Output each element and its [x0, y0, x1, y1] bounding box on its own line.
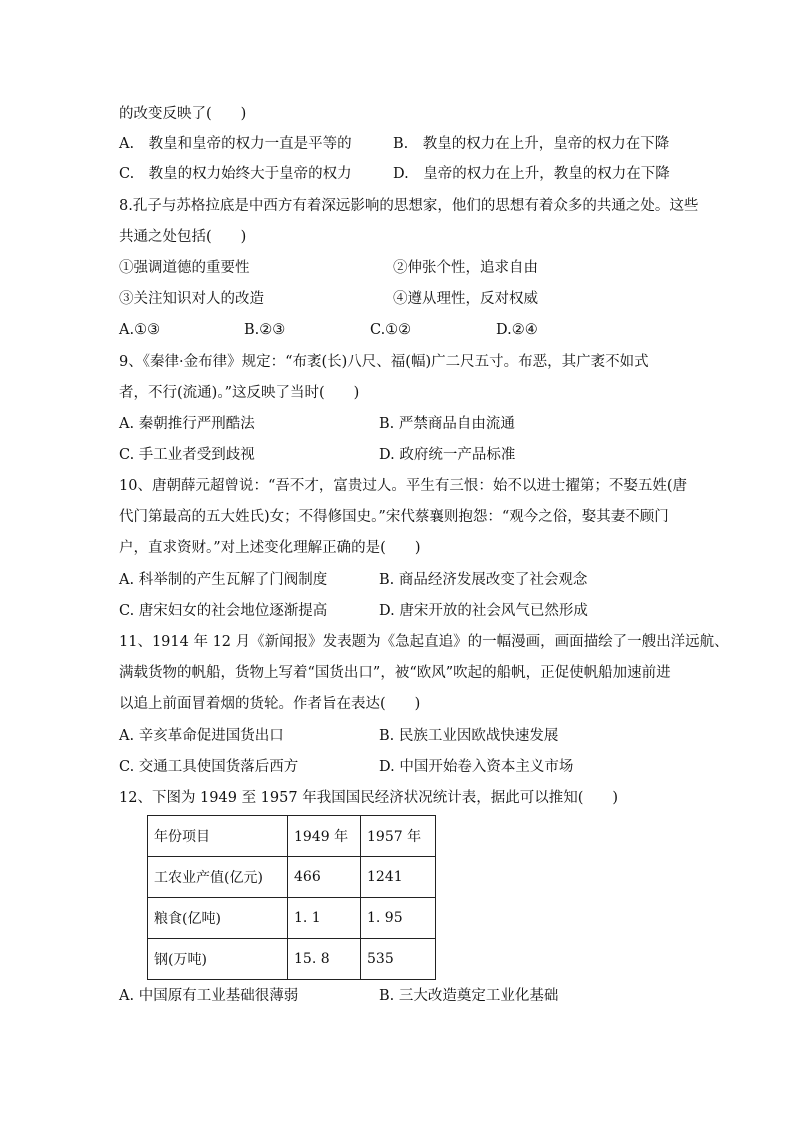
table-row [148, 939, 436, 980]
table-header-cell: 1957 年 [361, 816, 436, 857]
q11-option-b[interactable]: B. 民族工业因欧战快速发展 [379, 728, 559, 744]
q9-stem-line1: 9、《秦律·金布律》规定：“布袤(长)八尺、福(幅)广二尺五寸。布恶，其广袤不如式 [119, 354, 649, 370]
table-cell: 535 [361, 939, 436, 980]
q10-stem-line1: 10、唐朝薛元超曾说：“吾不才，富贵过人。平生有三恨：始不以进士擢第；不娶五姓(唐 [119, 478, 688, 494]
table-header-cell: 1949 年 [288, 816, 361, 857]
table-cell: 1. 95 [361, 898, 436, 939]
q11-stem-line3: 以追上前面冒着烟的货轮。作者旨在表达( ) [119, 696, 421, 712]
table-cell: 15. 8 [288, 939, 361, 980]
q10-option-d[interactable]: D. 唐宋开放的社会风气已然形成 [379, 603, 588, 619]
q8-item-2: ②伸张个性，追求自由 [393, 260, 538, 276]
q10-option-c[interactable]: C. 唐宋妇女的社会地位逐渐提高 [119, 603, 328, 619]
table-header-row [148, 816, 436, 857]
table-cell: 钢(万吨) [148, 939, 288, 980]
q8-option-b[interactable]: B.②③ [244, 322, 286, 338]
q11-option-c[interactable]: C. 交通工具使国货落后西方 [119, 759, 299, 775]
q9-option-b[interactable]: B. 严禁商品自由流通 [379, 416, 515, 432]
economy-stats-table [147, 815, 436, 980]
q8-option-a[interactable]: A.①③ [119, 322, 161, 338]
q11-option-a[interactable]: A. 辛亥革命促进国货出口 [119, 728, 284, 744]
q8-option-d[interactable]: D.②④ [496, 322, 538, 338]
table-row [148, 898, 436, 939]
table-cell: 1. 1 [288, 898, 361, 939]
q10-option-a[interactable]: A. 科举制的产生瓦解了门阀制度 [119, 572, 328, 588]
q7-option-c[interactable]: C. 教皇的权力始终大于皇帝的权力 [119, 166, 352, 182]
table-header-cell: 年份项目 [148, 816, 288, 857]
q11-stem-line2: 满载货物的帆船，货物上写着“国货出口”，被“欧风”吹起的船帆，正促使帆船加速前进 [119, 665, 671, 681]
q7-stem-tail: 的改变反映了( ) [119, 106, 247, 122]
q7-option-b[interactable]: B. 教皇的权力在上升，皇帝的权力在下降 [393, 136, 670, 152]
q8-stem-line2: 共通之处包括( ) [119, 229, 247, 245]
q12-option-b[interactable]: B. 三大改造奠定工业化基础 [379, 988, 559, 1004]
q8-item-4: ④遵从理性，反对权威 [393, 291, 538, 307]
table-row [148, 857, 436, 898]
q8-item-1: ①强调道德的重要性 [119, 260, 250, 276]
table-cell: 1241 [361, 857, 436, 898]
q11-stem-line1: 11、1914 年 12 月《新闻报》发表题为《急起直追》的一幅漫画，画面描绘了一艘出洋远航、 [119, 634, 729, 650]
q10-stem-line3: 户，直求资财。”对上述变化理解正确的是( ) [119, 540, 421, 556]
q8-stem-line1: 8.孔子与苏格拉底是中西方有着深远影响的思想家，他们的思想有着众多的共通之处。这些 [119, 198, 699, 214]
q12-stem-line1: 12、下图为 1949 至 1957 年我国国民经济状况统计表，据此可以推知( ) [119, 790, 619, 806]
q12-option-a[interactable]: A. 中国原有工业基础很薄弱 [119, 988, 299, 1004]
table-cell: 工农业产值(亿元) [148, 857, 288, 898]
q11-option-d[interactable]: D. 中国开始卷入资本主义市场 [379, 759, 574, 775]
q10-option-b[interactable]: B. 商品经济发展改变了社会观念 [379, 572, 588, 588]
q7-option-a[interactable]: A. 教皇和皇帝的权力一直是平等的 [119, 136, 352, 152]
q7-option-d[interactable]: D. 皇帝的权力在上升，教皇的权力在下降 [393, 166, 670, 182]
q8-option-c[interactable]: C.①② [370, 322, 412, 338]
q9-stem-line2: 者，不行(流通)。”这反映了当时( ) [119, 385, 360, 401]
table-cell: 粮食(亿吨) [148, 898, 288, 939]
q9-option-c[interactable]: C. 手工业者受到歧视 [119, 447, 255, 463]
q10-stem-line2: 代门第最高的五大姓氏)女；不得修国史。”宋代蔡襄则抱怨：“观今之俗，娶其妻不顾门 [119, 509, 669, 525]
q9-option-d[interactable]: D. 政府统一产品标准 [379, 447, 516, 463]
q9-option-a[interactable]: A. 秦朝推行严刑酷法 [119, 416, 255, 432]
q8-item-3: ③关注知识对人的改造 [119, 291, 264, 307]
table-cell: 466 [288, 857, 361, 898]
